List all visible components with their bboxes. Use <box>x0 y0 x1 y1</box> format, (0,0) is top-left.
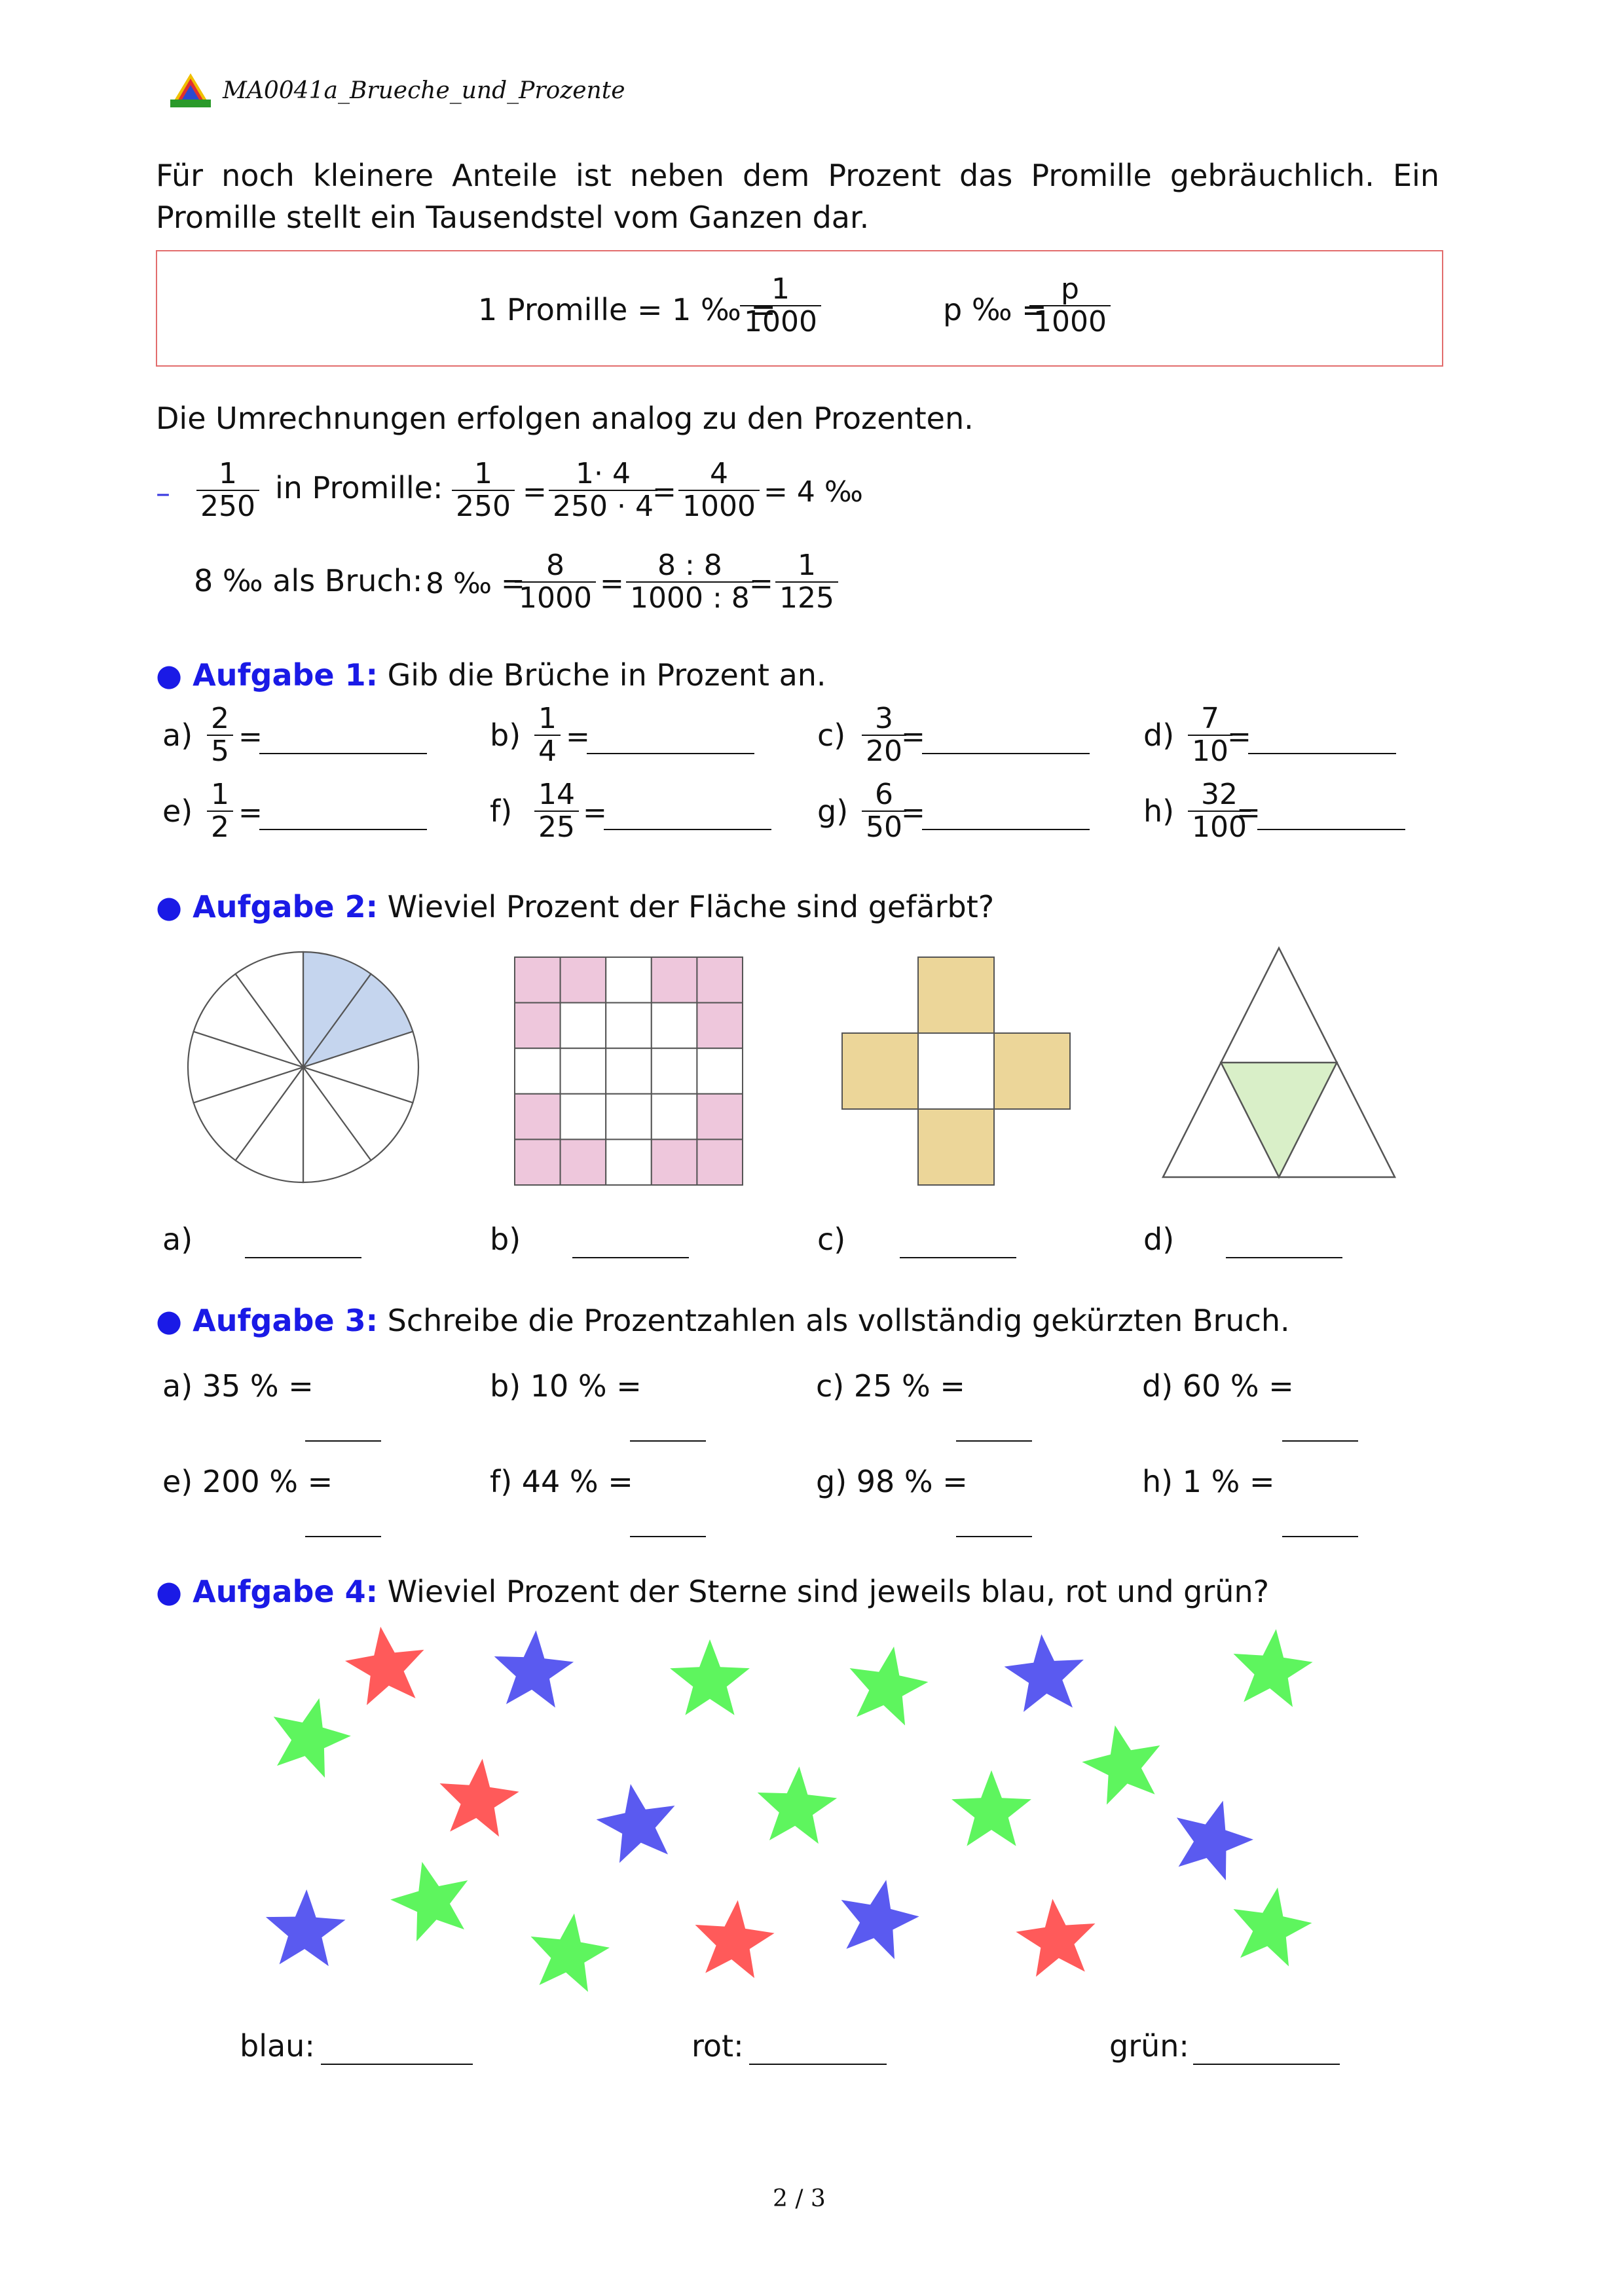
task4-title: ● Aufgabe 4: <box>156 1574 378 1609</box>
fraction-numerator: 4 <box>709 457 728 490</box>
fraction-numerator: 32 <box>1200 778 1238 811</box>
example2-label: 8 ‰ als Bruch: <box>194 563 423 598</box>
task4-answer-label: grün: <box>1109 2028 1189 2064</box>
fraction-numerator: 6 <box>875 778 893 811</box>
equals-sign: = <box>1236 796 1261 829</box>
equals-sign: = <box>901 796 925 829</box>
star-blue <box>597 1784 675 1863</box>
fraction-denominator: 1000 <box>515 581 596 614</box>
equals-sign: = <box>583 796 607 829</box>
task1-item-label: c) <box>817 718 846 753</box>
task3-item-label: g) 98 % = <box>816 1464 968 1499</box>
fraction-denominator: 125 <box>775 581 838 614</box>
example1-result: = 4 ‰ <box>764 475 863 509</box>
task1-item-label: b) <box>490 718 521 753</box>
fraction-denominator: 25 <box>534 811 579 843</box>
task4-answer-label: blau: <box>240 2028 315 2064</box>
star-blue <box>1177 1801 1253 1881</box>
fraction-numerator: 2 <box>211 702 229 735</box>
task2-item-label: c) <box>817 1222 846 1257</box>
equals-sign: = <box>566 720 590 754</box>
fraction-denominator: 20 <box>862 735 906 767</box>
fraction-numerator: 7 <box>1201 702 1219 735</box>
definition-right-label: p ‰ = <box>943 292 1047 327</box>
star-blue <box>1005 1634 1084 1712</box>
fraction-denominator: 10 <box>1188 735 1232 767</box>
task3-text: Schreibe die Prozentzahlen als vollständig gekürzten Bruch. <box>387 1303 1290 1338</box>
fraction-numerator: 1 <box>797 549 816 582</box>
star-green <box>951 1770 1031 1846</box>
task3-item-label: c) 25 % = <box>816 1368 965 1404</box>
task1-item-label: e) <box>162 793 193 829</box>
fraction-denominator: 5 <box>207 735 233 767</box>
fraction-denominator: 1000 : 8 <box>626 581 754 614</box>
star-green <box>1234 1629 1313 1707</box>
task3-item-label: f) 44 % = <box>490 1464 633 1499</box>
task3-item-label: b) 10 % = <box>490 1368 642 1404</box>
fraction-denominator: 50 <box>862 811 906 843</box>
star-red <box>695 1900 775 1978</box>
fraction-numerator: p <box>1061 272 1079 306</box>
task1-item-label: h) <box>1143 793 1175 829</box>
equals-sign: = <box>238 796 263 829</box>
equals-sign: = <box>1227 720 1251 754</box>
fraction-numerator: 1 <box>211 778 229 811</box>
star-blue <box>266 1889 346 1966</box>
star-blue <box>841 1880 919 1959</box>
definition-left-label: 1 Promille = 1 ‰ = <box>478 292 776 327</box>
task1-item-label: f) <box>490 793 513 829</box>
fraction-numerator: 8 <box>545 549 564 582</box>
fraction-denominator: 250 · 4 <box>549 490 657 522</box>
intro-paragraph: Für noch kleinere Anteile ist neben dem Prozent das Promille gebräuchlich. Ein Promille stellt ein Tausendstel vom Ganzen dar. <box>156 158 1439 235</box>
fraction-numerator: 1 <box>473 457 492 490</box>
example2-start: 8 ‰ = <box>426 567 525 600</box>
star-green <box>1082 1725 1160 1804</box>
star-red <box>440 1758 519 1836</box>
fraction-denominator: 4 <box>534 735 561 767</box>
example1-label: in Promille: <box>275 470 443 505</box>
task1-item-label: g) <box>817 793 849 829</box>
fraction-denominator: 2 <box>207 811 233 843</box>
task1-item-label: a) <box>162 718 193 753</box>
star-green <box>758 1766 837 1844</box>
fraction-numerator: 14 <box>538 778 575 811</box>
fraction-denominator: 250 <box>196 490 259 522</box>
fraction-denominator: 1000 <box>678 490 760 522</box>
task2-text: Wieviel Prozent der Fläche sind gefärbt? <box>387 889 995 924</box>
task2-item-label: b) <box>490 1222 521 1257</box>
fraction-numerator: 1· 4 <box>575 457 631 490</box>
task4-answer-blank[interactable] <box>321 2064 473 2065</box>
equals-sign: = <box>901 720 925 754</box>
task4-answer-label: rot: <box>692 2028 744 2064</box>
task2-item-label: d) <box>1143 1222 1175 1257</box>
conversion-text: Die Umrechnungen erfolgen analog zu den Prozenten. <box>156 401 974 436</box>
task4-text: Wieviel Prozent der Sterne sind jeweils blau, rot und grün? <box>387 1574 1270 1609</box>
star-red <box>345 1627 424 1705</box>
fraction-denominator: 1000 <box>1029 305 1111 338</box>
task2-title: ● Aufgabe 2: <box>156 889 378 924</box>
star-blue <box>494 1630 574 1707</box>
task3-title: ● Aufgabe 3: <box>156 1303 378 1338</box>
star-green <box>1234 1887 1312 1967</box>
task4-answer-blank[interactable] <box>749 2064 887 2065</box>
task3-item-label: d) 60 % = <box>1142 1368 1294 1404</box>
fraction-numerator: 1 <box>218 457 237 490</box>
fraction-denominator: 100 <box>1188 811 1251 843</box>
fraction-numerator: 3 <box>875 702 893 735</box>
equals-sign: = <box>238 720 263 754</box>
fraction-numerator: 8 : 8 <box>657 549 722 582</box>
star-green <box>670 1639 750 1715</box>
task1-text: Gib die Brüche in Prozent an. <box>387 657 826 693</box>
star-red <box>1016 1899 1095 1977</box>
fraction-numerator: 1 <box>771 272 790 306</box>
task1-title: ● Aufgabe 1: <box>156 657 378 693</box>
fraction-numerator: 1 <box>538 702 557 735</box>
task3-item-label: h) 1 % = <box>1142 1464 1275 1499</box>
star-green <box>850 1647 929 1726</box>
task4-answer-blank[interactable] <box>1193 2064 1340 2065</box>
header-title: MA0041a_Brueche_und_Prozente <box>223 77 625 104</box>
star-green <box>390 1862 468 1941</box>
page-number: 2 / 3 <box>773 2185 826 2212</box>
star-green <box>274 1698 351 1777</box>
fraction-denominator: 250 <box>452 490 515 522</box>
fraction-denominator: 1000 <box>740 305 821 338</box>
task1-item-label: d) <box>1143 718 1175 753</box>
star-green <box>531 1914 610 1992</box>
task3-item-label: a) 35 % = <box>162 1368 314 1404</box>
task3-item-label: e) 200 % = <box>162 1464 333 1499</box>
task2-item-label: a) <box>162 1222 193 1257</box>
example-bullet: – <box>156 477 170 510</box>
